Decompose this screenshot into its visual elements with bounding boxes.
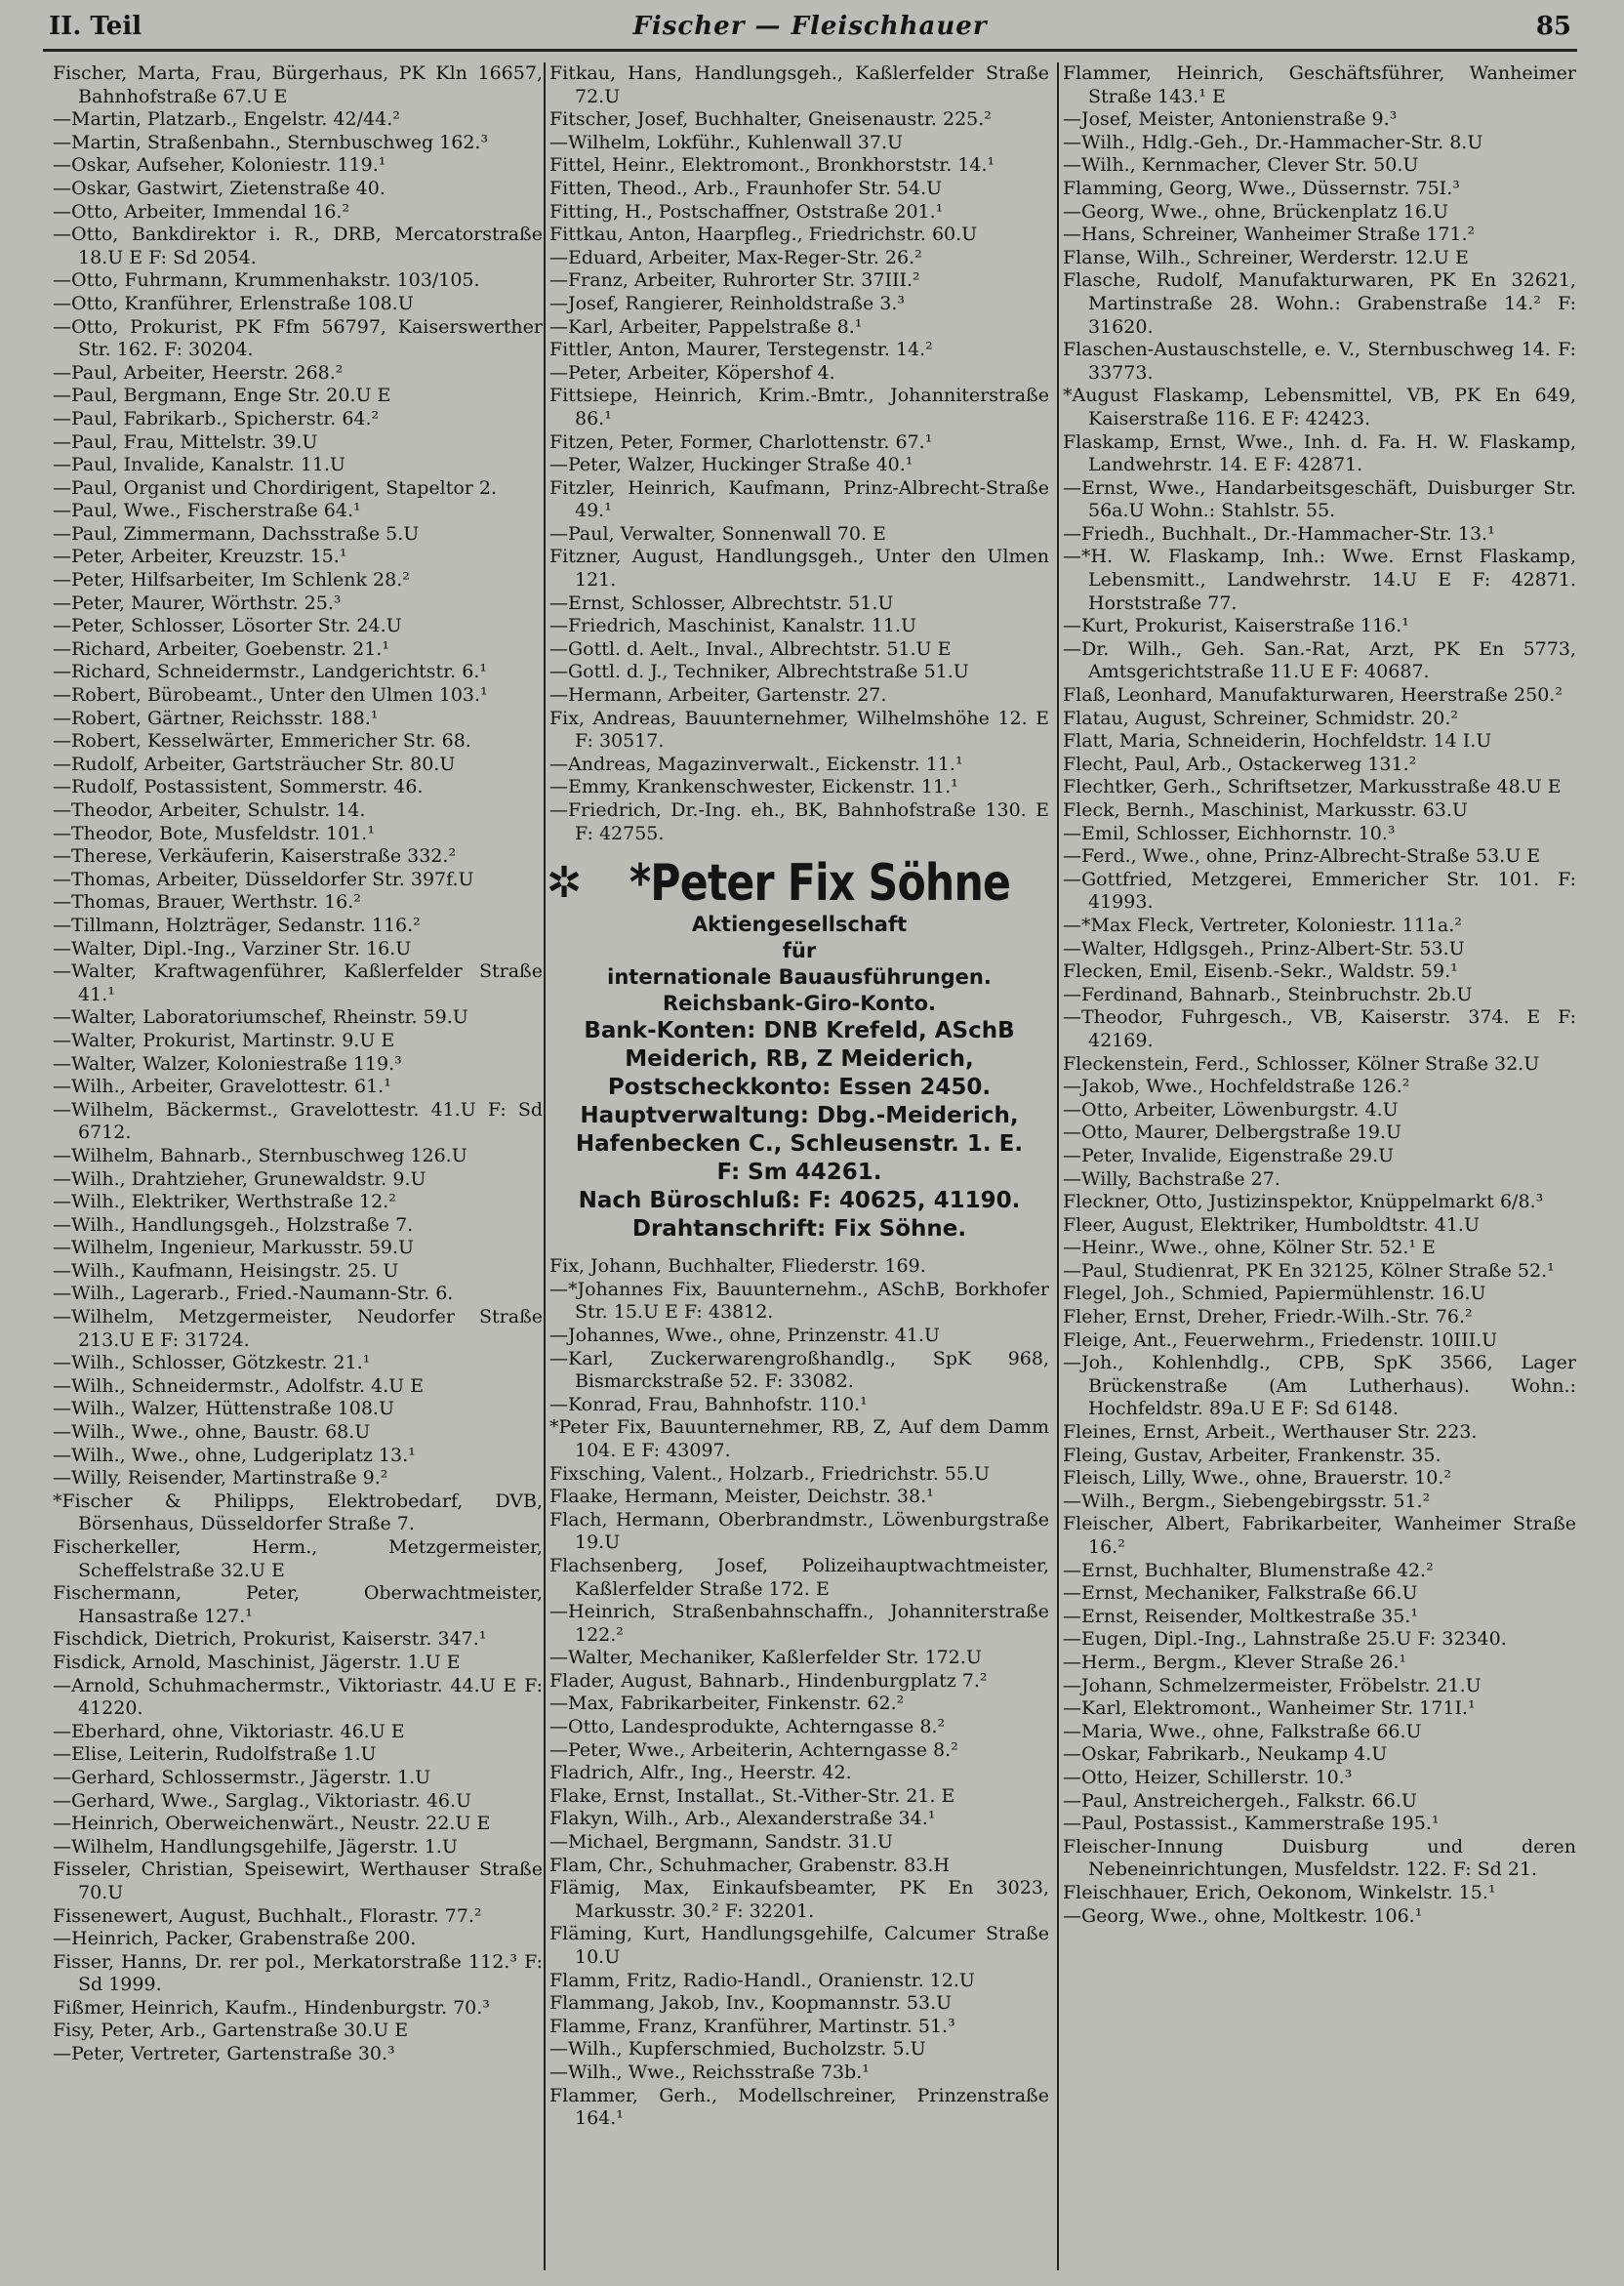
directory-entry: —Hans, Schreiner, Wanheimer Straße 171.² [1063,224,1476,246]
directory-entry: —Theodor, Bote, Musfeldstr. 101.¹ [53,822,375,844]
directory-entry: —Walter, Prokurist, Martinstr. 9.U E [53,1029,395,1051]
directory-entry: Flecht, Paul, Arb., Ostackerweg 131.² [1063,753,1417,775]
directory-entry: —Otto, Arbeiter, Löwenburgstr. 4.U [1063,1098,1399,1121]
page-range-title: Fischer — Fleischhauer [632,12,988,41]
directory-entry: —Rudolf, Postassistent, Sommerstr. 46. [53,776,424,798]
directory-entry: Fischerkeller, Herm., Metzgermeister, Scheffelstraße 32.U E [53,1536,543,1581]
column-2 [544,62,1049,2270]
directory-entry: Flämig, Max, Einkaufsbeamter, PK En 3023, Markusstr. 30.² F: 32201. [549,1877,1049,1922]
directory-entry: —Josef, Meister, Antonienstraße 9.³ [1063,108,1398,131]
directory-entry: —Peter, Arbeiter, Köpershof 4. [549,361,835,384]
directory-entry: —Maria, Wwe., ohne, Falkstraße 66.U [1063,1720,1422,1742]
directory-entry: —Peter, Wwe., Arbeiterin, Achterngasse 8.² [549,1738,958,1761]
directory-entry: Flamming, Georg, Wwe., Düssernstr. 75I.³ [1063,177,1460,199]
directory-entry: —Otto, Fuhrmann, Krummenhakstr. 103/105. [53,269,480,292]
directory-entry: Flanse, Wilh., Schreiner, Werderstr. 12.U E [1063,246,1469,268]
directory-entry: Fitting, H., Postschaffner, Oststraße 201.¹ [549,200,944,223]
directory-entry: —Max, Fabrikarbeiter, Finkenstr. 62.² [549,1693,905,1715]
directory-entry: —Wilh., Arbeiter, Gravelottestr. 61.¹ [53,1076,391,1098]
ad-line: internationale Bauausführungen. [607,965,992,990]
directory-entry: Flegel, Joh., Schmied, Papiermühlenstr. 16.U [1063,1283,1486,1305]
directory-entry: —Dr. Wilh., Geh. San.-Rat, Arzt, PK En 5773, Amtsgerichtstraße 11.U E F: 40687. [1063,637,1576,683]
ad-line: Meiderich, RB, Z Meiderich, [625,1046,974,1073]
directory-entry: —Peter, Arbeiter, Kreuzstr. 15.¹ [53,546,347,568]
directory-entry: —Arnold, Schuhmachermstr., Viktoriastr. 44.U E F: 41220. [53,1674,543,1720]
directory-entry: —Gerhard, Wwe., Sarglag., Viktoriastr. 46.U [53,1789,472,1812]
directory-entry: —Wilh., Drahtzieher, Grunewaldstr. 9.U [53,1167,426,1190]
directory-entry: —Theodor, Fuhrgesch., VB, Kaiserstr. 374. E F: 42169. [1063,1006,1576,1051]
directory-entry: —Friedrich, Dr.-Ing. eh., BK, Bahnhofstraße 130. E F: 42755. [549,799,1049,844]
directory-entry: —Peter, Invalide, Eigenstraße 29.U [1063,1144,1395,1166]
directory-entry: Flader, August, Bahnarb., Hindenburgplatz 7.² [549,1669,988,1692]
directory-entry: Fleer, August, Elektriker, Humboldtstr. 41.U [1063,1213,1480,1236]
directory-entry: Flam, Chr., Schuhmacher, Grabenstr. 83.H [549,1854,950,1876]
directory-entry: —Joh., Kohlenhdlg., CPB, SpK 3566, Lager Brückenstraße (Am Lutherhaus). Wohn.: Hochfeldstr. 89a.U E F: Sd 6148. [1063,1352,1576,1420]
directory-entry: —Peter, Schlosser, Lösorter Str. 24.U [53,615,402,637]
directory-entry: —Therese, Verkäuferin, Kaiserstraße 332.² [53,845,457,868]
directory-entry: —Friedrich, Maschinist, Kanalstr. 11.U [549,615,916,637]
directory-entry: —Elise, Leiterin, Rudolfstraße 1.U [53,1743,377,1766]
directory-entry: Flecken, Emil, Eisenb.-Sekr., Waldstr. 59.¹ [1063,960,1458,983]
ad-line: Drahtanschrift: Fix Söhne. [631,1216,967,1243]
directory-entry: —Ferdinand, Bahnarb., Steinbruchstr. 2b.U [1063,983,1473,1005]
directory-entry: —Ernst, Mechaniker, Falkstraße 66.U [1063,1582,1418,1605]
directory-entry: Fittkau, Anton, Haarpfleg., Friedrichstr. 60.U [549,224,978,246]
directory-entry: Flammang, Jakob, Inv., Koopmannstr. 53.U [549,1992,953,2015]
directory-entry: —Wilhelm, Ingenieur, Markusstr. 59.U [53,1237,415,1259]
directory-entry: —Karl, Elektromont., Wanheimer Str. 171I.¹ [1063,1697,1476,1720]
ad-line: Aktiengesellschaft [691,913,908,937]
directory-entry: —Oskar, Fabrikarb., Neukamp 4.U [1063,1743,1388,1766]
directory-entry: —Johann, Schmelzermeister, Fröbelstr. 21.U [1063,1674,1482,1696]
directory-entry: —Heinrich, Packer, Grabenstraße 200. [53,1928,417,1950]
directory-entry: —Heinr., Wwe., ohne, Kölner Str. 52.¹ E [1063,1237,1436,1259]
directory-entry: —Ernst, Reisender, Moltkestraße 35.¹ [1063,1605,1418,1627]
part-label: II. Teil [49,12,142,41]
directory-entry: —Wilh., Schlosser, Götzkestr. 21.¹ [53,1352,371,1374]
entry-list [1063,62,1576,1928]
directory-entry: Flamm, Fritz, Radio-Handl., Oranienstr. 12.U [549,1969,975,1991]
directory-entry: —Wilh., Kupferschmied, Bucholzstr. 5.U [549,2038,926,2061]
directory-entry: Flake, Ernst, Installat., St.-Vither-Str. 21. E [549,1784,955,1807]
directory-entry: —Josef, Rangierer, Reinholdstraße 3.³ [549,292,905,314]
directory-entry: Fitten, Theod., Arb., Fraunhofer Str. 54.U [549,177,943,199]
directory-entry: —Otto, Arbeiter, Immendal 16.² [53,200,350,223]
directory-entry: —Peter, Hilfsarbeiter, Im Schlenk 28.² [53,569,410,592]
directory-entry: —Andreas, Magazinverwalt., Eickenstr. 11.¹ [549,753,963,775]
directory-entry: Fittel, Heinr., Elektromont., Bronkhorststr. 14.¹ [549,154,995,177]
directory-entry: —Wilh., Hdlg.-Geh., Dr.-Hammacher-Str. 8.U [1063,131,1483,153]
directory-entry: —Willy, Reisender, Martinstraße 9.² [53,1467,388,1490]
directory-entry: —*Max Fleck, Vertreter, Koloniestr. 111a.² [1063,914,1462,936]
directory-entry: Flaake, Hermann, Meister, Deichstr. 38.¹ [549,1486,934,1508]
directory-entry: Fix, Andreas, Bauunternehmer, Wilhelmshöhe 12. E F: 30517. [549,707,1049,753]
page-header [43,6,1577,52]
entry-list [549,62,1049,845]
directory-entry: —Rudolf, Arbeiter, Gartsträucher Str. 80.U [53,753,456,775]
directory-entry: Fleines, Ernst, Arbeit., Werthauser Str. 223. [1063,1421,1478,1444]
directory-entry: —Johannes, Wwe., ohne, Prinzenstr. 41.U [549,1324,940,1346]
directory-entry: Flakyn, Wilh., Arb., Alexanderstraße 34.¹ [549,1808,936,1830]
directory-entry: Flatau, August, Schreiner, Schmidstr. 20.² [1063,707,1458,729]
directory-entry: —Otto, Prokurist, PK Ffm 56797, Kaiserswerther Str. 162. F: 30204. [53,315,543,361]
directory-entry: Flaschen-Austauschstelle, e. V., Sternbuschweg 14. F: 33773. [1063,339,1576,384]
directory-entry: —Willy, Bachstraße 27. [1063,1167,1280,1190]
directory-entry: —Peter, Vertreter, Gartenstraße 30.³ [53,2043,395,2065]
ad-line: Nach Büroschluß: F: 40625, 41190. [578,1188,1021,1214]
directory-entry: Fischdick, Dietrich, Prokurist, Kaiserstr. 347.¹ [53,1628,487,1651]
ad-line: Reichsbank-Giro-Konto. [662,992,936,1016]
directory-entry: —Georg, Wwe., ohne, Moltkestr. 106.¹ [1063,1904,1423,1927]
directory-entry: Fleing, Gustav, Arbeiter, Frankenstr. 35. [1063,1444,1441,1466]
directory-entry: —Kurt, Prokurist, Kaiserstraße 116.¹ [1063,615,1409,637]
directory-entry: —Oskar, Aufseher, Koloniestr. 119.¹ [53,154,386,177]
directory-entry: Flaskamp, Ernst, Wwe., Inh. d. Fa. H. W. Flaskamp, Landwehrstr. 14. E F: 42871. [1063,430,1576,476]
directory-entry: —Karl, Arbeiter, Pappelstraße 8.¹ [549,315,863,338]
directory-entry: —Martin, Platzarb., Engelstr. 42/44.² [53,108,400,131]
directory-entry: —*Johannes Fix, Bauunternehm., ASchB, Borkhofer Str. 15.U E F: 43812. [549,1278,1049,1324]
directory-entry: —Wilh., Kaufmann, Heisingstr. 25. U [53,1259,399,1282]
directory-entry: —Gottfried, Metzgerei, Emmericher Str. 101. F: 41993. [1063,868,1576,914]
directory-entry: Fissenewert, August, Buchhalt., Florastr. 77.² [53,1904,482,1927]
directory-entry: *Fischer & Philipps, Elektrobedarf, DVB, Börsenhaus, Düsseldorfer Straße 7. [53,1490,543,1535]
directory-entry: Flaß, Leonhard, Manufakturwaren, Heerstraße 250.² [1063,684,1563,707]
directory-entry: Flechtker, Gerh., Schriftsetzer, Markusstraße 48.U E [1063,776,1562,798]
directory-entry: —Wilhelm, Lokführ., Kuhlenwall 37.U [549,131,904,153]
directory-entry: —Wilh., Kernmacher, Clever Str. 50.U [1063,154,1419,177]
directory-entry: —Paul, Zimmermann, Dachsstraße 5.U [53,522,420,545]
directory-entry: —Walter, Mechaniker, Kaßlerfelder Str. 172.U [549,1647,982,1669]
directory-entry: —Emil, Schlosser, Eichhornstr. 10.³ [1063,822,1396,844]
directory-entry: —Jakob, Wwe., Hochfeldstraße 126.² [1063,1076,1410,1098]
directory-entry: —Gerhard, Schlossermstr., Jägerstr. 1.U [53,1766,431,1788]
directory-entry: —Theodor, Arbeiter, Schulstr. 14. [53,799,366,821]
directory-entry: —Paul, Verwalter, Sonnenwall 70. E [549,522,886,545]
directory-entry: Flatt, Maria, Schneiderin, Hochfeldstr. 14 I.U [1063,730,1492,753]
ad-line: Bank-Konten: DNB Krefeld, ASchB [584,1018,1015,1044]
directory-entry: —Walter, Dipl.-Ing., Varziner Str. 16.U [53,937,412,959]
directory-entry: —Eberhard, ohne, Viktoriastr. 46.U E [53,1720,405,1742]
directory-entry: —Robert, Kesselwärter, Emmericher Str. 68. [53,730,471,753]
directory-entry: Flammer, Gerh., Modellschreiner, Prinzenstraße 164.¹ [549,2084,1049,2130]
directory-entry: Fisser, Hanns, Dr. rer pol., Merkatorstraße 112.³ F: Sd 1999. [53,1950,543,1996]
directory-entry: Flach, Hermann, Oberbrandmstr., Löwenburgstraße 19.U [549,1508,1049,1554]
directory-entry: Fixsching, Valent., Holzarb., Friedrichstr. 55.U [549,1462,991,1485]
directory-entry: —Oskar, Gastwirt, Zietenstraße 40. [53,177,386,199]
directory-entry: —Franz, Arbeiter, Ruhrorter Str. 37III.² [549,269,920,292]
directory-entry: Fitzen, Peter, Former, Charlottenstr. 67.¹ [549,430,933,453]
directory-entry: —Wilhelm, Bahnarb., Sternbuschweg 126.U [53,1144,467,1166]
directory-entry: —Wilh., Lagerarb., Fried.-Naumann-Str. 6. [53,1283,454,1305]
directory-entry: Fißmer, Heinrich, Kaufm., Hindenburgstr. 70.³ [53,1996,490,2019]
entry-list [53,62,543,2066]
directory-entry: —Heinrich, Straßenbahnschaffn., Johanniterstraße 122.² [549,1601,1049,1646]
directory-entry: Flammer, Heinrich, Geschäftsführer, Wanheimer Straße 143.¹ E [1063,62,1576,107]
directory-entry: —Peter, Walzer, Huckinger Straße 40.¹ [549,454,914,476]
directory-entry: —Walter, Laboratoriumschef, Rheinstr. 59.U [53,1006,468,1029]
directory-entry: —Richard, Arbeiter, Goebenstr. 21.¹ [53,637,389,660]
directory-entry: —Ernst, Wwe., Handarbeitsgeschäft, Duisburger Str. 56a.U Wohn.: Stahlstr. 55. [1063,476,1576,522]
column-3 [1057,62,1576,2270]
directory-entry: Fisy, Peter, Arb., Gartenstraße 30.U E [53,2020,409,2042]
directory-entry: Fleischhauer, Erich, Oekonom, Winkelstr. 15.¹ [1063,1881,1496,1903]
directory-entry: —Walter, Kraftwagenführer, Kaßlerfelder Straße 41.¹ [53,960,543,1005]
directory-entry: —Paul, Frau, Mittelstr. 39.U [53,430,318,453]
directory-entry: *August Flaskamp, Lebensmittel, VB, PK En 649, Kaiserstraße 116. E F: 42423. [1063,385,1576,429]
directory-entry: Flamme, Franz, Kranführer, Martinstr. 51.³ [549,2015,955,2037]
directory-entry: —Herm., Bergm., Klever Straße 26.¹ [1063,1651,1407,1673]
advertisement-peter-fix-soehne [546,854,1049,1244]
directory-entry: —Wilh., Wwe., Reichsstraße 73b.¹ [549,2061,870,2083]
directory-entry: —Robert, Gärtner, Reichsstr. 188.¹ [53,707,379,729]
directory-entry: —Wilh., Elektriker, Werthstraße 12.² [53,1191,396,1213]
directory-entry: —Gottl. d. Aelt., Inval., Albrechtstr. 51.U E [549,637,952,660]
directory-entry: Fitscher, Josef, Buchhalter, Gneisenaustr. 225.² [549,108,992,131]
directory-entry: —Konrad, Frau, Bahnhofstr. 110.¹ [549,1393,868,1415]
directory-entry: Fittsiepe, Heinrich, Krim.-Bmtr., Johanniterstraße 86.¹ [549,385,1049,429]
directory-entry: —Paul, Bergmann, Enge Str. 20.U E [53,385,391,407]
directory-entry: Flachsenberg, Josef, Polizeihauptwachtmeister, Kaßlerfelder Straße 172. E [549,1554,1049,1600]
directory-entry: —Friedh., Buchhalt., Dr.-Hammacher-Str. 13.¹ [1063,522,1495,545]
directory-entry: —Wilh., Bergm., Siebengebirgsstr. 51.² [1063,1490,1431,1512]
ad-title-row [546,854,1049,914]
directory-entry: —Martin, Straßenbahn., Sternbuschweg 162.³ [53,131,489,153]
directory-entry: —Paul, Organist und Chordirigent, Stapeltor 2. [53,476,498,499]
directory-entry: —Karl, Zuckerwarengroßhandlg., SpK 968, Bismarckstraße 52. F: 33082. [549,1347,1049,1393]
page-number: 85 [1535,12,1571,41]
directory-entry: Fix, Johann, Buchhalter, Fliederstr. 169. [549,1255,926,1278]
directory-entry: —Paul, Fabrikarb., Spicherstr. 64.² [53,407,380,429]
directory-entry: —Wilh., Wwe., ohne, Baustr. 68.U [53,1421,371,1444]
directory-entry: Fisseler, Christian, Speisewirt, Werthauser Straße 70.U [53,1858,543,1903]
directory-entry: Fitkau, Hans, Handlungsgeh., Kaßlerfelder Straße 72.U [549,62,1049,107]
entry-list [549,1255,1049,2131]
directory-entry: —Otto, Kranführer, Erlenstraße 108.U [53,292,414,314]
directory-entry: —Thomas, Brauer, Werthstr. 16.² [53,891,361,914]
directory-entry: Fitzner, August, Handlungsgeh., Unter den Ulmen 121. [549,546,1049,592]
directory-entry: —Paul, Studienrat, PK En 32125, Kölner Straße 52.¹ [1063,1259,1555,1282]
directory-entry: —Richard, Schneidermstr., Landgerichtstr. 6.¹ [53,661,487,683]
directory-entry: Fleckner, Otto, Justizinspektor, Knüppelmarkt 6/8.³ [1063,1191,1544,1213]
directory-entry: Flasche, Rudolf, Manufakturwaren, PK En 32621, Martinstraße 28. Wohn.: Grabenstraße 14.² F: 31620. [1063,269,1576,338]
directory-entry: Fleckenstein, Ferd., Schlosser, Kölner Straße 32.U [1063,1052,1540,1075]
ad-line: F: Sm 44261. [716,1160,882,1186]
ad-line: für [782,939,817,963]
directory-entry: —Otto, Maurer, Delbergstraße 19.U [1063,1122,1401,1144]
directory-entry: —Gottl. d. J., Techniker, Albrechtstraße 51.U [549,661,969,683]
company-logo-icon: ✲ [546,858,583,909]
directory-entry: Fleischer, Albert, Fabrikarbeiter, Wanheimer Straße 16.² [1063,1513,1576,1558]
directory-entry: Fitzler, Heinrich, Kaufmann, Prinz-Albrecht-Straße 49.¹ [549,476,1049,522]
directory-entry: Fläming, Kurt, Handlungsgehilfe, Calcumer Straße 10.U [549,1923,1049,1968]
directory-entry: Fleige, Ant., Feuerwehrm., Friedenstr. 10III.U [1063,1328,1498,1351]
directory-entry: —Wilhelm, Metzgermeister, Neudorfer Straße 213.U E F: 31724. [53,1306,543,1351]
ad-line: Hauptverwaltung: Dbg.-Meiderich, [580,1103,1019,1129]
directory-entry: —Otto, Heizer, Schillerstr. 10.³ [1063,1766,1353,1788]
directory-entry: Fischer, Marta, Frau, Bürgerhaus, PK Kln 16657, Bahnhofstraße 67.U E [53,62,543,107]
directory-entry: —Paul, Invalide, Kanalstr. 11.U [53,454,345,476]
directory-entry: —Paul, Wwe., Fischerstraße 64.¹ [53,500,361,522]
column-1 [53,62,543,2270]
directory-entry: —Wilh., Wwe., ohne, Ludgeriplatz 13.¹ [53,1444,416,1466]
ad-line: Postscheckkonto: Essen 2450. [607,1075,992,1101]
directory-entry: Fleher, Ernst, Dreher, Friedr.-Wilh.-Str. 76.² [1063,1306,1473,1328]
directory-entry: —Hermann, Arbeiter, Gartenstr. 27. [549,684,887,707]
directory-entry: —Emmy, Krankenschwester, Eickenstr. 11.¹ [549,776,958,798]
directory-entry: —Wilhelm, Handlungsgehilfe, Jägerstr. 1.U [53,1835,458,1857]
directory-entry: —Paul, Anstreichergeh., Falkstr. 66.U [1063,1789,1417,1812]
directory-entry: —Thomas, Arbeiter, Düsseldorfer Str. 397f.U [53,868,474,890]
directory-entry: —Wilh., Handlungsgeh., Holzstraße 7. [53,1213,414,1236]
directory-entry: —Paul, Postassist., Kammerstraße 195.¹ [1063,1813,1440,1835]
directory-entry: —Heinrich, Oberweichenwärt., Neustr. 22.U E [53,1813,491,1835]
directory-entry: —Paul, Arbeiter, Heerstr. 268.² [53,361,344,384]
directory-entry: —Ernst, Schlosser, Albrechtstr. 51.U [549,592,894,614]
directory-entry: —Otto, Bankdirektor i. R., DRB, Mercatorstraße 18.U E F: Sd 2054. [53,224,543,268]
directory-entry: *Peter Fix, Bauunternehmer, RB, Z, Auf dem Damm 104. E F: 43097. [549,1416,1049,1461]
directory-entry: —Wilhelm, Bäckermst., Gravelottestr. 41.U F: Sd 6712. [53,1098,543,1144]
directory-entry: —Peter, Maurer, Wörthstr. 25.³ [53,592,342,614]
directory-entry: Fischermann, Peter, Oberwachtmeister, Hansastraße 127.¹ [53,1582,543,1627]
directory-entry: —Ferd., Wwe., ohne, Prinz-Albrecht-Straße 53.U E [1063,845,1541,868]
directory-entry: —Walter, Hdlgsgeh., Prinz-Albert-Str. 53.U [1063,937,1465,959]
directory-entry: Fisdick, Arnold, Maschinist, Jägerstr. 1.U E [53,1651,461,1673]
directory-entry: Fleck, Bernh., Maschinist, Markusstr. 63.U [1063,799,1468,821]
directory-entry: Fleischer-Innung Duisburg und deren Nebeneinrichtungen, Musfeldstr. 122. F: Sd 21. [1063,1835,1576,1881]
directory-entry: —Robert, Bürobeamt., Unter den Ulmen 103.¹ [53,684,488,707]
directory-entry: —Eduard, Arbeiter, Max-Reger-Str. 26.² [549,246,922,268]
ad-company-name: *Peter Fix Söhne [629,854,1011,914]
ad-line: Hafenbecken C., Schleusenstr. 1. E. [575,1131,1024,1158]
directory-entry: —Otto, Landesprodukte, Achterngasse 8.² [549,1716,946,1738]
directory-entry: —Wilh., Schneidermstr., Adolfstr. 4.U E [53,1374,425,1397]
directory-entry: —Georg, Wwe., ohne, Brückenplatz 16.U [1063,200,1448,223]
directory-entry: Fittler, Anton, Maurer, Terstegenstr. 14.² [549,339,933,361]
directory-entry: —Michael, Bergmann, Sandstr. 31.U [549,1831,893,1854]
directory-entry: —Ernst, Buchhalter, Blumenstraße 42.² [1063,1559,1434,1581]
directory-entry: Fladrich, Alfr., Ing., Heerstr. 42. [549,1762,852,1784]
directory-entry: —Wilh., Walzer, Hüttenstraße 108.U [53,1398,394,1420]
directory-entry: Fleisch, Lilly, Wwe., ohne, Brauerstr. 10.² [1063,1467,1452,1490]
directory-entry: —Tillmann, Holzträger, Sedanstr. 116.² [53,914,421,936]
directory-entry: —*H. W. Flaskamp, Inh.: Wwe. Ernst Flaskamp, Lebensmitt., Landwehrstr. 14.U E F: 42871. Horststraße 77. [1063,546,1576,614]
directory-entry: —Walter, Walzer, Koloniestraße 119.³ [53,1052,402,1075]
directory-entry: —Eugen, Dipl.-Ing., Lahnstraße 25.U F: 32340. [1063,1628,1507,1651]
